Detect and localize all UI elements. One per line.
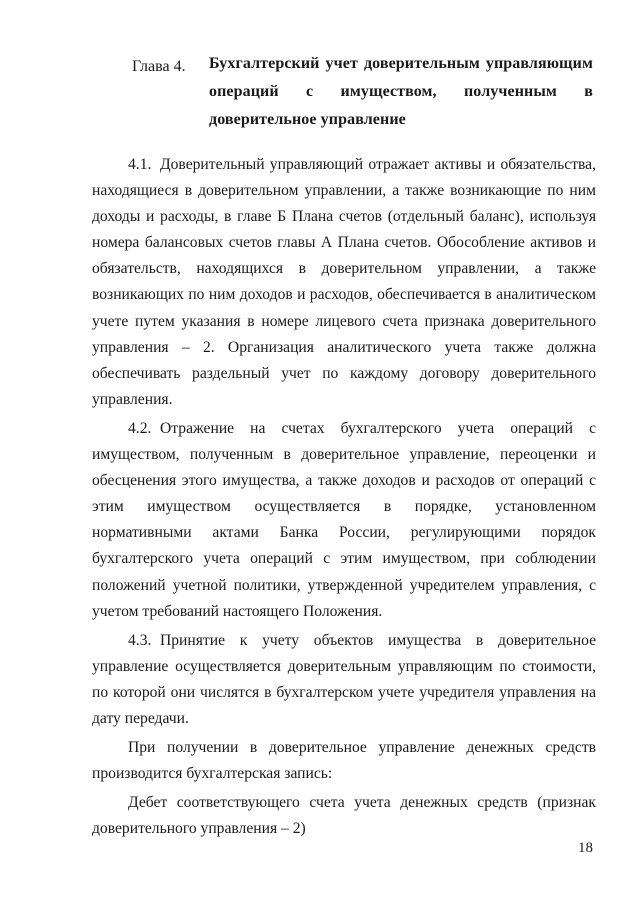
- paragraph-debit-entry: [92, 790, 596, 842]
- paragraph-4-2: [92, 416, 596, 625]
- paragraph-4-3: [92, 628, 596, 732]
- chapter-title: Бухгалтерский учет доверительным управляющим операций с имуществом, полученным в доверительное управление: [209, 55, 593, 128]
- paragraph-text: Доверительный управляющий отражает активы и обязательства, находящиеся в доверительном управлении, а также возникающие по ним доходы и расходы, в главе Б Плана счетов (отдельный баланс), используя номера балансовых счетов главы А Плана счетов. Обособление активов и обязательств, находящихся в доверительном управлении, а также возникающих по ним доходов и расходов, обеспечивается в аналитическом учете путем указания в номере лицевого счета признака доверительного управления – 2. Организация аналитического учета также должна обеспечивать раздельный учет по каждому договору доверительного управления.: [92, 156, 596, 408]
- paragraph-text: Дебет соответствующего счета учета денежных средств (признак доверительного управления – 2): [92, 794, 596, 838]
- paragraph-number: 4.3.: [128, 631, 152, 649]
- chapter-label: Глава 4.: [132, 58, 186, 75]
- page-number: 18: [578, 840, 593, 856]
- paragraph-text: Принятие к учету объектов имущества в доверительное управление осуществляется доверительным управляющим по стоимости, по которой они числятся в бухгалтерском учете учредителя управления на дату передачи.: [92, 631, 596, 727]
- paragraph-number: 4.1.: [128, 156, 152, 173]
- paragraph-4-1: [92, 152, 596, 413]
- paragraph-cash-receipt: [92, 735, 596, 787]
- paragraph-number: 4.2.: [128, 419, 152, 437]
- document-body: [92, 152, 596, 845]
- paragraph-text: При получении в доверительное управление денежных средств производится бухгалтерская запись:: [92, 739, 596, 783]
- paragraph-text: Отражение на счетах бухгалтерского учета операций с имуществом, полученным в доверительное управление, переоценки и обесценения этого имущества, а также доходов и расходов от операций с этим имуществом осуществляется в порядке, установленном нормативными актами Банка России, регулирующими порядок бухгалтерского учета операций с этим имуществом, при соблюдении положений учетной политики, утвержденной учредителем управления, с учетом требований настоящего Положения.: [92, 419, 596, 620]
